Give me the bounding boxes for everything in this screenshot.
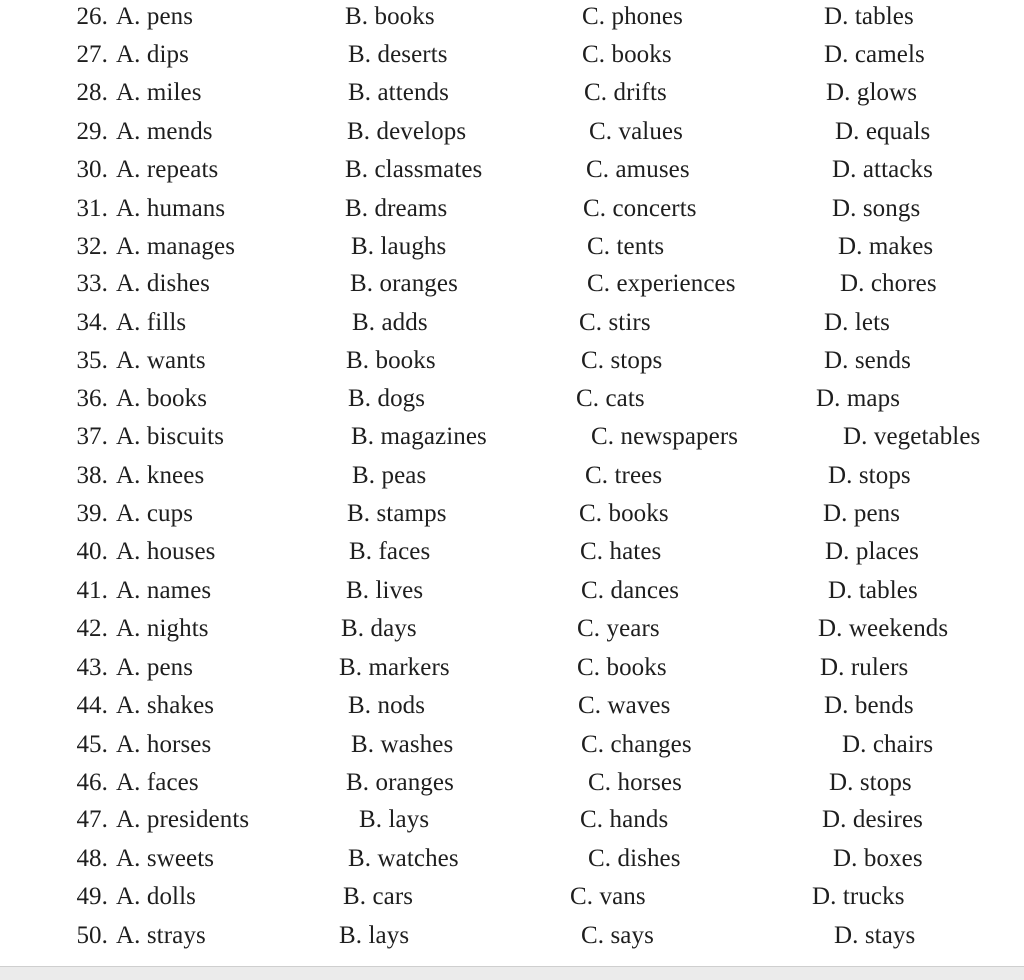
- question-number: 28.: [76, 79, 108, 106]
- option-b: B. classmates: [345, 156, 483, 183]
- option-d: D. stops: [828, 462, 911, 489]
- question-number: 46.: [76, 769, 108, 796]
- option-c: C. hates: [580, 538, 662, 565]
- option-b: B. deserts: [348, 41, 448, 68]
- question-row: [0, 653, 1024, 691]
- question-row: [0, 730, 1024, 768]
- option-c: C. horses: [588, 769, 682, 796]
- option-a: A. fills: [116, 309, 187, 336]
- question-number: 33.: [76, 270, 108, 297]
- option-a: A. mends: [116, 118, 213, 145]
- question-number: 30.: [76, 156, 108, 183]
- question-row: [0, 155, 1024, 193]
- option-c: C. vans: [570, 883, 646, 910]
- question-row: [0, 921, 1024, 959]
- question-row: [0, 269, 1024, 307]
- option-b: B. magazines: [351, 423, 487, 450]
- question-row: [0, 232, 1024, 270]
- option-b: B. develops: [347, 118, 467, 145]
- option-b: B. lives: [346, 577, 424, 604]
- question-row: [0, 691, 1024, 729]
- option-d: D. boxes: [833, 845, 923, 872]
- question-number: 34.: [76, 309, 108, 336]
- option-b: B. books: [345, 3, 435, 30]
- option-a: A. knees: [116, 462, 205, 489]
- option-a: A. nights: [116, 615, 209, 642]
- option-c: C. drifts: [584, 79, 667, 106]
- option-a: A. wants: [116, 347, 206, 374]
- option-a: A. names: [116, 577, 212, 604]
- option-b: B. dreams: [345, 195, 448, 222]
- option-a: A. dolls: [116, 883, 196, 910]
- option-d: D. weekends: [818, 615, 949, 642]
- option-b: B. watches: [348, 845, 459, 872]
- option-d: D. stays: [834, 922, 916, 949]
- question-row: [0, 882, 1024, 920]
- option-b: B. nods: [348, 692, 426, 719]
- option-a: A. books: [116, 385, 208, 412]
- option-d: D. places: [825, 538, 919, 565]
- option-c: C. stops: [581, 347, 663, 374]
- option-b: B. lays: [339, 922, 410, 949]
- option-c: C. books: [579, 500, 669, 527]
- option-a: A. dips: [116, 41, 189, 68]
- question-row: [0, 499, 1024, 537]
- option-a: A. humans: [116, 195, 226, 222]
- option-c: C. values: [589, 118, 683, 145]
- question-row: [0, 2, 1024, 40]
- option-a: A. horses: [116, 731, 212, 758]
- option-c: C. changes: [581, 731, 692, 758]
- option-b: B. cars: [343, 883, 414, 910]
- question-row: [0, 844, 1024, 882]
- option-d: D. camels: [824, 41, 925, 68]
- option-a: A. faces: [116, 769, 199, 796]
- question-number: 32.: [76, 233, 108, 260]
- option-c: C. hands: [580, 806, 669, 833]
- option-c: C. stirs: [579, 309, 651, 336]
- option-b: B. oranges: [350, 270, 458, 297]
- question-row: [0, 805, 1024, 843]
- option-b: B. washes: [351, 731, 454, 758]
- option-a: A. dishes: [116, 270, 210, 297]
- option-b: B. oranges: [346, 769, 454, 796]
- question-number: 40.: [76, 538, 108, 565]
- option-d: D. makes: [838, 233, 934, 260]
- question-number: 39.: [76, 500, 108, 527]
- question-row: [0, 537, 1024, 575]
- option-d: D. trucks: [812, 883, 905, 910]
- option-d: D. tables: [828, 577, 918, 604]
- question-row: [0, 346, 1024, 384]
- option-c: C. tents: [587, 233, 665, 260]
- option-b: B. books: [346, 347, 436, 374]
- question-row: [0, 768, 1024, 806]
- question-row: [0, 422, 1024, 460]
- option-d: D. lets: [824, 309, 890, 336]
- option-b: B. faces: [349, 538, 431, 565]
- question-number: 45.: [76, 731, 108, 758]
- question-number: 36.: [76, 385, 108, 412]
- option-c: C. experiences: [587, 270, 736, 297]
- question-number: 37.: [76, 423, 108, 450]
- option-b: B. lays: [359, 806, 430, 833]
- question-row: [0, 461, 1024, 499]
- option-b: B. laughs: [351, 233, 447, 260]
- question-number: 27.: [76, 41, 108, 68]
- option-d: D. sends: [824, 347, 911, 374]
- option-b: B. peas: [352, 462, 427, 489]
- option-d: D. chairs: [842, 731, 934, 758]
- question-number: 50.: [76, 922, 108, 949]
- option-c: C. trees: [585, 462, 663, 489]
- option-a: A. miles: [116, 79, 202, 106]
- question-row: [0, 194, 1024, 232]
- question-number: 29.: [76, 118, 108, 145]
- question-number: 31.: [76, 195, 108, 222]
- question-number: 49.: [76, 883, 108, 910]
- question-row: [0, 117, 1024, 155]
- option-a: A. pens: [116, 3, 194, 30]
- option-c: C. says: [581, 922, 654, 949]
- option-d: D. bends: [824, 692, 914, 719]
- option-a: A. biscuits: [116, 423, 225, 450]
- option-b: B. dogs: [348, 385, 426, 412]
- option-b: B. adds: [352, 309, 428, 336]
- option-b: B. markers: [339, 654, 450, 681]
- window-bottom-edge: [0, 966, 1024, 980]
- option-c: C. concerts: [583, 195, 697, 222]
- question-number: 42.: [76, 615, 108, 642]
- option-c: C. books: [577, 654, 667, 681]
- option-a: A. houses: [116, 538, 216, 565]
- option-c: C. newspapers: [591, 423, 739, 450]
- option-c: C. books: [582, 41, 672, 68]
- question-row: [0, 576, 1024, 614]
- option-d: D. pens: [823, 500, 901, 527]
- option-b: B. attends: [348, 79, 449, 106]
- option-a: A. manages: [116, 233, 236, 260]
- option-b: B. stamps: [347, 500, 447, 527]
- question-row: [0, 614, 1024, 652]
- option-a: A. presidents: [116, 806, 250, 833]
- option-d: D. attacks: [832, 156, 933, 183]
- option-a: A. shakes: [116, 692, 215, 719]
- option-a: A. pens: [116, 654, 194, 681]
- option-a: A. strays: [116, 922, 206, 949]
- option-d: D. tables: [824, 3, 914, 30]
- option-d: D. glows: [826, 79, 918, 106]
- option-b: B. days: [341, 615, 417, 642]
- option-c: C. phones: [582, 3, 683, 30]
- option-d: D. chores: [840, 270, 937, 297]
- question-row: [0, 308, 1024, 346]
- option-d: D. maps: [816, 385, 901, 412]
- question-number: 47.: [76, 806, 108, 833]
- option-d: D. desires: [822, 806, 923, 833]
- question-number: 44.: [76, 692, 108, 719]
- question-number: 43.: [76, 654, 108, 681]
- question-number: 38.: [76, 462, 108, 489]
- question-number: 48.: [76, 845, 108, 872]
- question-number: 41.: [76, 577, 108, 604]
- option-d: D. equals: [835, 118, 931, 145]
- question-number: 26.: [76, 3, 108, 30]
- option-a: A. sweets: [116, 845, 215, 872]
- option-c: C. amuses: [586, 156, 690, 183]
- option-d: D. stops: [829, 769, 912, 796]
- option-c: C. dances: [581, 577, 680, 604]
- option-c: C. dishes: [588, 845, 681, 872]
- option-d: D. rulers: [820, 654, 909, 681]
- question-row: [0, 384, 1024, 422]
- option-d: D. vegetables: [843, 423, 981, 450]
- option-c: C. cats: [576, 385, 645, 412]
- question-number: 35.: [76, 347, 108, 374]
- question-row: [0, 40, 1024, 78]
- option-a: A. cups: [116, 500, 194, 527]
- option-c: C. waves: [578, 692, 671, 719]
- question-row: [0, 78, 1024, 116]
- option-c: C. years: [577, 615, 660, 642]
- option-d: D. songs: [832, 195, 921, 222]
- option-a: A. repeats: [116, 156, 219, 183]
